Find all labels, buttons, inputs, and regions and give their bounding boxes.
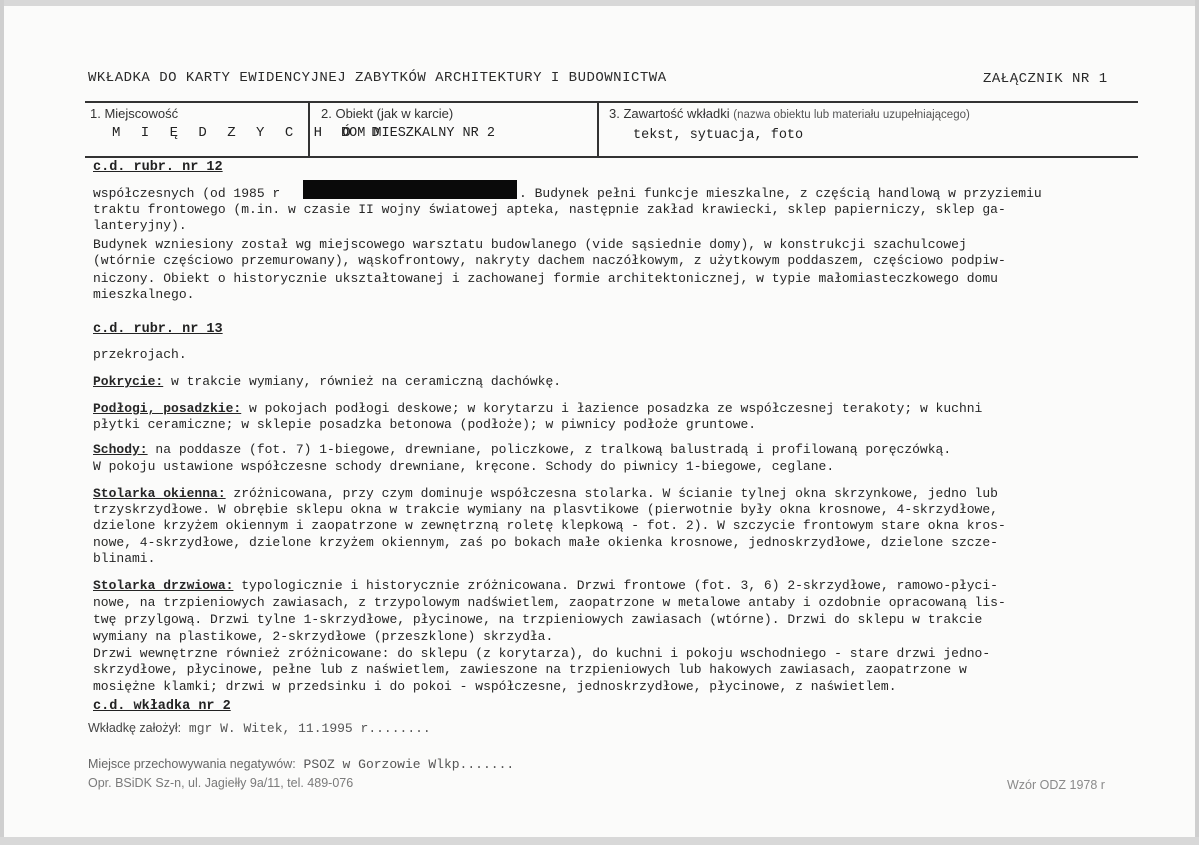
storage-value: PSOZ w Gorzowie Wlkp....... (295, 757, 515, 772)
doors-label: Stolarka drzwiowa: (93, 578, 234, 593)
doors-text-1: typologicznie i historycznie zróżnicowana. Drzwi frontowe (fot. 3, 6) 2-skrzydłowe, ramowo-płyci- (233, 578, 998, 593)
scan-border-left (0, 0, 4, 845)
section-12-line-7: mieszkalnego. (93, 287, 195, 302)
header-top-rule (85, 101, 1138, 103)
stairs-text-2: W pokoju ustawione współczesne schody drewniane, kręcone. Schody do piwnicy 1-biegowe, ceglane. (93, 459, 835, 474)
windows-text-5: blinami. (93, 551, 156, 566)
roof-label: Pokrycie: (93, 374, 164, 389)
object-label: 2. Obiekt (jak w karcie) (321, 106, 454, 121)
roof-text: w trakcie wymiany, również na ceramiczną dachówkę. (163, 374, 562, 389)
doors-text-2: nowe, na trzpieniowych zawiasach, z trzypolowym nadświetlem, zaopatrzone w metalowe antaby i ozdobnie opracowaną lis- (93, 595, 1006, 610)
windows-text-2: trzyskrzydłowe. W obrębie sklepu okna w trakcie wymiany na plasvtikowe (pierwotnie były okna krosnowe, 4-skrzydłowe, (93, 502, 998, 517)
content-label-hint: (nazwa obiektu lub materiału uzupełniającego) (733, 109, 970, 121)
section-12-line-2: traktu frontowego (m.in. w czasie II wojny światowej apteka, następnie zakład krawiecki, sklep papierniczy, sklep ga- (93, 202, 1006, 217)
column-divider-2 (597, 101, 599, 156)
section-12-line-5: (wtórnie częściowo przemurowany), wąskofrontowy, nakryty dachem naczółkowym, z użytkowym poddaszem, częściowo podpiw- (93, 253, 1006, 268)
header-bottom-rule (85, 156, 1138, 158)
place-value: M I Ę D Z Y C H Ó D (112, 125, 386, 141)
doors-text-5: Drzwi wewnętrzne również zróżnicowane: do sklepu (z korytarza), do kuchni i pokoju wschodniego - stare drzwi jedno- (93, 646, 991, 661)
annex-number: ZAŁĄCZNIK NR 1 (983, 71, 1108, 87)
section-13-heading: c.d. rubr. nr 13 (93, 322, 223, 337)
windows-text-4: nowe, 4-skrzydłowe, dzielone krzyżem okiennym, zaś po bokach małe okienka krosnowe, jednoskrzydłowe, dzielone szcze- (93, 535, 998, 550)
form-reference: Wzór ODZ 1978 r (1007, 778, 1105, 792)
content-label (609, 106, 970, 121)
section-12-heading: c.d. rubr. nr 12 (93, 160, 223, 175)
created-by-line (88, 719, 431, 737)
next-insert-ref: c.d. wkładka nr 2 (93, 699, 231, 714)
created-by-value: mgr W. Witek, 11.1995 r........ (181, 721, 431, 736)
floors-text-1: w pokojach podłogi deskowe; w korytarzu i łazience posadzka ze współczesnej terakoty; w kuchni (241, 401, 983, 416)
floors-text-2: płytki ceramiczne; w sklepie posadzka betonowa (podłoże); w piwnicy podłoże gruntowe. (93, 417, 757, 432)
stairs-text-1: na poddasze (fot. 7) 1-biegowe, drewniane, policzkowe, z tralkową balustradą i profilowaną poręczówką. (147, 442, 952, 457)
scan-border-top (0, 0, 1199, 6)
doors-paragraph-1 (93, 578, 998, 594)
storage-label: Miejsce przechowywania negatywów: (88, 757, 296, 771)
roof-paragraph (93, 374, 561, 390)
section-12-line-3: lanteryjny). (93, 218, 187, 233)
doors-text-7: mosiężne klamki; drzwi w przedsinku i do pokoi - współczesne, jednoskrzydłowe, płycinowe, z naświetlem. (93, 679, 897, 694)
place-label: 1. Miejscowość (90, 106, 179, 121)
section-13-intro: przekrojach. (93, 347, 187, 362)
windows-label: Stolarka okienna: (93, 486, 226, 501)
section-12-line-4: Budynek wzniesiony został wg miejscowego warsztatu budowlanego (vide sąsiednie domy), w konstrukcji szachulcowej (93, 237, 967, 252)
windows-text-3: dzielone krzyżem okiennym i zaopatrzone w zewnętrzną roletę klepkową - fot. 2). W szczycie frontowym stare okna kros- (93, 518, 1006, 533)
storage-line (88, 755, 514, 773)
scan-border-right (1195, 0, 1199, 845)
printer-imprint: Opr. BSiDK Sz-n, ul. Jagiełły 9a/11, tel. 489-076 (88, 776, 354, 790)
object-value: DOM MIESZKALNY NR 2 (341, 126, 495, 141)
floors-paragraph-1 (93, 401, 982, 417)
form-title: WKŁADKA DO KARTY EWIDENCYJNEJ ZABYTKÓW ARCHITEKTURY I BUDOWNICTWA (88, 70, 667, 86)
content-label-main: 3. Zawartość wkładki (609, 106, 730, 121)
section-12-line-6: niczony. Obiekt o historycznie ukształtowanej i zachowanej formie architektonicznej, w typie małomiasteczkowego domu (93, 271, 998, 286)
doors-text-6: skrzydłowe, płycinowe, pełne lub z naświetlem, zawieszone na trzpieniowych lub hakowych zawiasach, zaopatrzone w (93, 662, 967, 677)
redaction-bar (303, 180, 517, 199)
windows-paragraph-1 (93, 486, 998, 502)
created-by-label: Wkładkę założył: (88, 721, 182, 735)
scan-border-bottom (0, 837, 1199, 845)
doors-text-3: twę przylgową. Drzwi tylne 1-skrzydłowe, płycinowe, na trzpieniowych zawiasach (wtórne). Drzwi do sklepu w trakcie (93, 612, 983, 627)
floors-label: Podłogi, posadzkie: (93, 401, 242, 416)
doors-text-4: wymiany na plastikowe, 2-skrzydłowe (przeszklone) skrzydła. (93, 629, 554, 644)
windows-text-1: zróżnicowana, przy czym dominuje współczesna stolarka. W ścianie tylnej okna skrzynkowe, jedno lub (225, 486, 998, 501)
stairs-paragraph-1 (93, 442, 951, 458)
section-12-line-1b: . Budynek pełni funkcje mieszkalne, z częścią handlową w przyziemiu (519, 186, 1042, 201)
stairs-label: Schody: (93, 442, 148, 457)
section-12-line-1a: współczesnych (od 1985 r (93, 186, 281, 201)
content-value: tekst, sytuacja, foto (633, 128, 804, 143)
